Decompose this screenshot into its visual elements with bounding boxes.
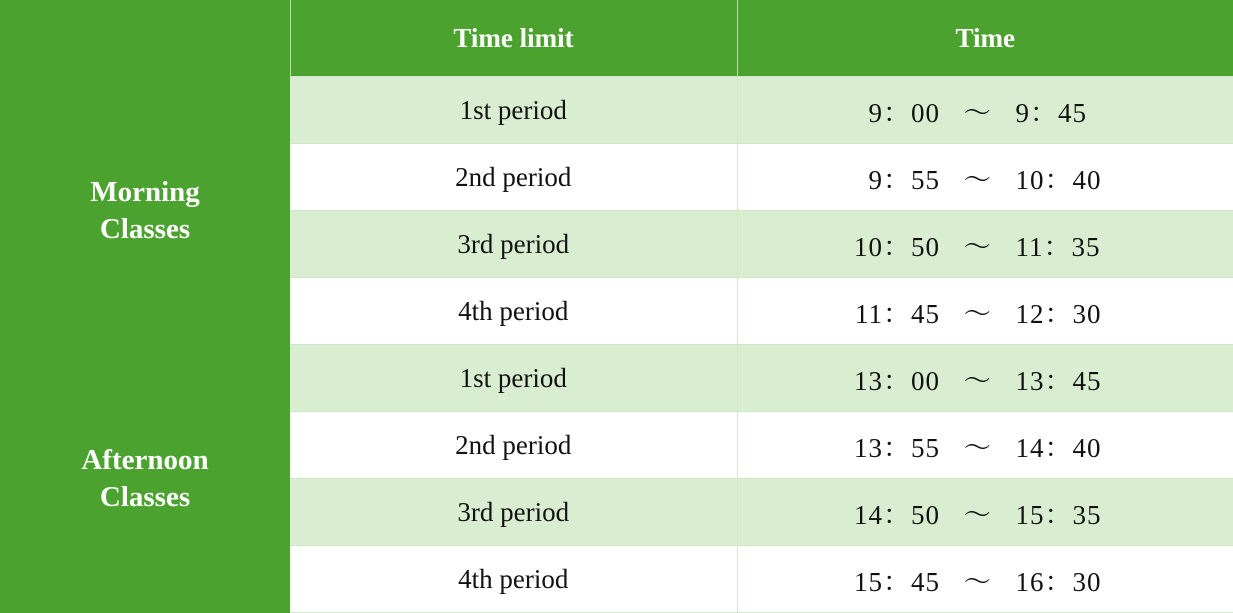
- table-header: [0, 0, 1233, 77]
- time-end: 13：45: [1015, 365, 1102, 396]
- time-separator: ～: [963, 566, 992, 597]
- period-label: 2nd period: [290, 144, 737, 211]
- time-separator: ～: [963, 164, 992, 195]
- session-label-afternoon: [0, 345, 290, 613]
- time-end: 9：45: [1015, 97, 1087, 128]
- time-start: 13：00: [854, 365, 940, 396]
- time-end: 14：40: [1015, 432, 1102, 463]
- time-start: 11：45: [855, 298, 940, 329]
- time-range: [737, 546, 1233, 613]
- time-start: 13：55: [854, 432, 940, 463]
- header-time-limit: Time limit: [290, 0, 737, 77]
- period-label: 4th period: [290, 546, 737, 613]
- time-separator: ～: [963, 499, 992, 530]
- time-start: 14：50: [854, 499, 940, 530]
- time-separator: ～: [963, 365, 992, 396]
- time-start: 9：55: [868, 164, 940, 195]
- header-time: Time: [737, 0, 1233, 77]
- time-range: [737, 479, 1233, 546]
- period-label: 2nd period: [290, 412, 737, 479]
- session-label-morning: [0, 77, 290, 345]
- time-separator: ～: [963, 231, 992, 262]
- period-label: 3rd period: [290, 211, 737, 278]
- time-start: 10：50: [854, 231, 940, 262]
- period-label: 1st period: [290, 345, 737, 412]
- time-range: [737, 144, 1233, 211]
- time-range: [737, 278, 1233, 345]
- time-range: [737, 77, 1233, 144]
- session-label-morning-line1: Morning: [90, 176, 200, 209]
- table-body: [0, 77, 1233, 613]
- time-range: [737, 412, 1233, 479]
- session-label-morning-line2: Classes: [99, 212, 191, 245]
- header-row: [0, 0, 1233, 77]
- session-label-afternoon-line2: Classes: [99, 480, 191, 513]
- time-start: 9：00: [868, 97, 940, 128]
- time-end: 11：35: [1015, 231, 1101, 262]
- table-row: [0, 345, 1233, 412]
- time-end: 12：30: [1015, 298, 1102, 329]
- time-range: [737, 345, 1233, 412]
- table-row: [0, 77, 1233, 144]
- time-range: [737, 211, 1233, 278]
- time-separator: ～: [963, 298, 992, 329]
- session-label-afternoon-line1: Afternoon: [81, 444, 209, 477]
- time-separator: ～: [963, 432, 992, 463]
- time-separator: ～: [963, 97, 992, 128]
- period-label: 1st period: [290, 77, 737, 144]
- time-end: 16：30: [1015, 566, 1102, 597]
- period-label: 4th period: [290, 278, 737, 345]
- period-label: 3rd period: [290, 479, 737, 546]
- time-start: 15：45: [854, 566, 940, 597]
- header-session-blank: [0, 0, 290, 77]
- time-end: 15：35: [1015, 499, 1102, 530]
- time-end: 10：40: [1015, 164, 1102, 195]
